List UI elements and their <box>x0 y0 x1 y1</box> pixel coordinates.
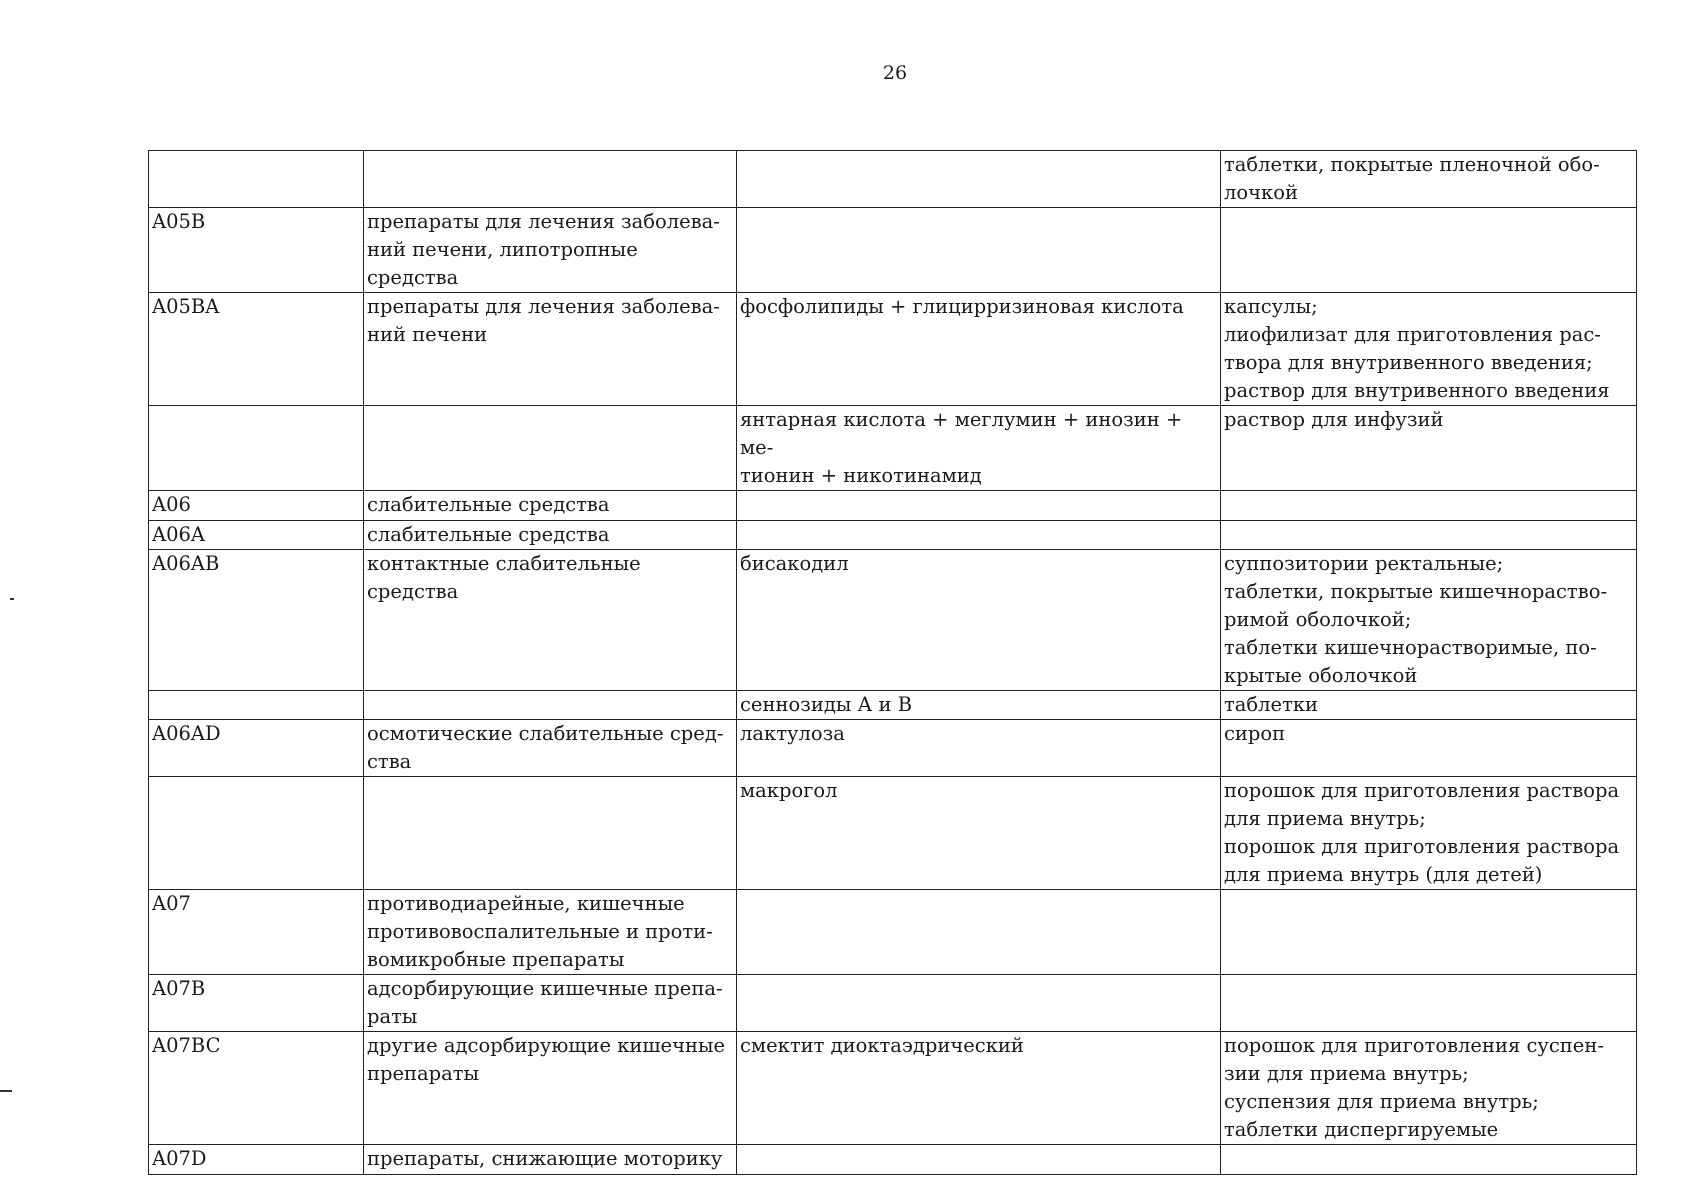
atc-code-text: A06A <box>152 523 205 546</box>
anatomic-group-text: препараты для лечения заболева- ний печени <box>367 295 720 346</box>
drug-name-cell <box>737 890 1221 975</box>
atc-code-text: A07B <box>152 977 206 1000</box>
drug-name-cell <box>737 151 1221 208</box>
dosage-form-cell <box>1221 777 1637 890</box>
anatomic-group-cell <box>364 1145 737 1175</box>
drug-name-text: фосфолипиды + глицирризиновая кислота <box>740 295 1184 318</box>
anatomic-group-cell <box>364 777 737 890</box>
dosage-form-cell <box>1221 890 1637 975</box>
page-number: 26 <box>882 62 908 84</box>
dosage-form-text: таблетки, покрытые пленочной обо- лочкой <box>1224 153 1600 204</box>
anatomic-group-text: слабительные средства <box>367 523 610 546</box>
anatomic-group-text: адсорбирующие кишечные препа- раты <box>367 977 723 1028</box>
anatomic-group-text: контактные слабительные средства <box>367 552 641 603</box>
atc-code-cell <box>149 890 364 975</box>
atc-code-text: A06AB <box>152 552 220 575</box>
dosage-form-cell <box>1221 550 1637 691</box>
anatomic-group-text: препараты, снижающие моторику <box>367 1147 723 1170</box>
dosage-form-cell <box>1221 208 1637 293</box>
dosage-form-cell <box>1221 151 1637 208</box>
dosage-form-text: таблетки <box>1224 693 1319 716</box>
drug-name-cell <box>737 1032 1221 1145</box>
atc-code-cell <box>149 406 364 491</box>
table-row <box>149 777 1637 890</box>
atc-code-cell <box>149 151 364 208</box>
dosage-form-text: порошок для приготовления суспен- зии для приема внутрь; суспензия для приема внутрь; таблетки диспергируемые <box>1224 1034 1604 1141</box>
drug-name-cell <box>737 491 1221 521</box>
dosage-form-text: сироп <box>1224 722 1286 745</box>
drug-name-cell <box>737 720 1221 777</box>
drug-table <box>148 150 1637 1175</box>
table-row <box>149 975 1637 1032</box>
dosage-form-text: суппозитории ректальные; таблетки, покрытые кишечнораство- римой оболочкой; таблетки кишечнорастворимые, по- крытые оболочкой <box>1224 552 1608 687</box>
drug-name-cell <box>737 406 1221 491</box>
atc-code-cell <box>149 777 364 890</box>
anatomic-group-cell <box>364 691 737 720</box>
anatomic-group-cell <box>364 550 737 691</box>
table-row <box>149 1145 1637 1175</box>
anatomic-group-cell <box>364 975 737 1032</box>
dosage-form-cell <box>1221 1032 1637 1145</box>
atc-code-cell <box>149 491 364 521</box>
drug-name-cell <box>737 293 1221 406</box>
drug-name-text: сеннозиды А и В <box>740 693 913 716</box>
table-row <box>149 491 1637 521</box>
anatomic-group-cell <box>364 1032 737 1145</box>
table-row <box>149 406 1637 491</box>
atc-code-text: A05B <box>152 210 206 233</box>
table-row <box>149 521 1637 550</box>
table-row <box>149 890 1637 975</box>
table-row <box>149 720 1637 777</box>
dosage-form-cell <box>1221 720 1637 777</box>
atc-code-cell <box>149 1032 364 1145</box>
dosage-form-text: раствор для инфузий <box>1224 408 1444 431</box>
drug-name-cell <box>737 1145 1221 1175</box>
drug-name-text: макрогол <box>740 779 838 802</box>
drug-name-text: лактулоза <box>740 722 845 745</box>
drug-name-text: янтарная кислота + меглумин + инозин + ме- тионин + никотинамид <box>740 408 1183 487</box>
drug-name-text: смектит диоктаэдрический <box>740 1034 1024 1057</box>
anatomic-group-cell <box>364 151 737 208</box>
table-row <box>149 151 1637 208</box>
table-row <box>149 550 1637 691</box>
atc-code-cell <box>149 521 364 550</box>
table-row <box>149 1032 1637 1145</box>
dosage-form-cell <box>1221 293 1637 406</box>
dosage-form-cell <box>1221 975 1637 1032</box>
anatomic-group-text: другие адсорбирующие кишечные препараты <box>367 1034 726 1085</box>
margin-mark-bottom <box>0 1090 12 1092</box>
drug-name-cell <box>737 975 1221 1032</box>
drug-name-text: бисакодил <box>740 552 849 575</box>
anatomic-group-cell <box>364 491 737 521</box>
atc-code-cell <box>149 975 364 1032</box>
atc-code-cell <box>149 208 364 293</box>
dosage-form-cell <box>1221 691 1637 720</box>
table-row <box>149 691 1637 720</box>
anatomic-group-cell <box>364 406 737 491</box>
dosage-form-text: порошок для приготовления раствора для приема внутрь; порошок для приготовления раствора для приема внутрь (для детей) <box>1224 779 1620 886</box>
anatomic-group-text: осмотические слабительные сред- ства <box>367 722 724 773</box>
anatomic-group-text: слабительные средства <box>367 493 610 516</box>
atc-code-cell <box>149 720 364 777</box>
anatomic-group-cell <box>364 293 737 406</box>
anatomic-group-cell <box>364 521 737 550</box>
atc-code-text: A07 <box>152 892 191 915</box>
anatomic-group-cell <box>364 720 737 777</box>
dosage-form-text: капсулы; лиофилизат для приготовления рас- твора для внутривенного введения; раствор для внутривенного введения <box>1224 295 1610 402</box>
drug-name-cell <box>737 777 1221 890</box>
dosage-form-cell <box>1221 1145 1637 1175</box>
drug-name-cell <box>737 521 1221 550</box>
atc-code-text: A06 <box>152 493 191 516</box>
atc-code-cell <box>149 293 364 406</box>
anatomic-group-text: препараты для лечения заболева- ний печени, липотропные средства <box>367 210 720 289</box>
dosage-form-cell <box>1221 406 1637 491</box>
atc-code-text: A06AD <box>152 722 221 745</box>
anatomic-group-cell <box>364 208 737 293</box>
drug-name-cell <box>737 550 1221 691</box>
dosage-form-cell <box>1221 521 1637 550</box>
table-body <box>149 151 1637 1175</box>
atc-code-cell <box>149 550 364 691</box>
atc-code-text: A07D <box>152 1147 207 1170</box>
atc-code-text: A07BC <box>152 1034 221 1057</box>
anatomic-group-text: противодиарейные, кишечные противовоспалительные и проти- вомикробные препараты <box>367 892 713 971</box>
atc-code-cell <box>149 1145 364 1175</box>
atc-code-text: A05BA <box>152 295 220 318</box>
drug-name-cell <box>737 208 1221 293</box>
table-row <box>149 208 1637 293</box>
table-row <box>149 293 1637 406</box>
drug-name-cell <box>737 691 1221 720</box>
dosage-form-cell <box>1221 491 1637 521</box>
atc-code-cell <box>149 691 364 720</box>
margin-mark-top <box>10 598 14 600</box>
anatomic-group-cell <box>364 890 737 975</box>
